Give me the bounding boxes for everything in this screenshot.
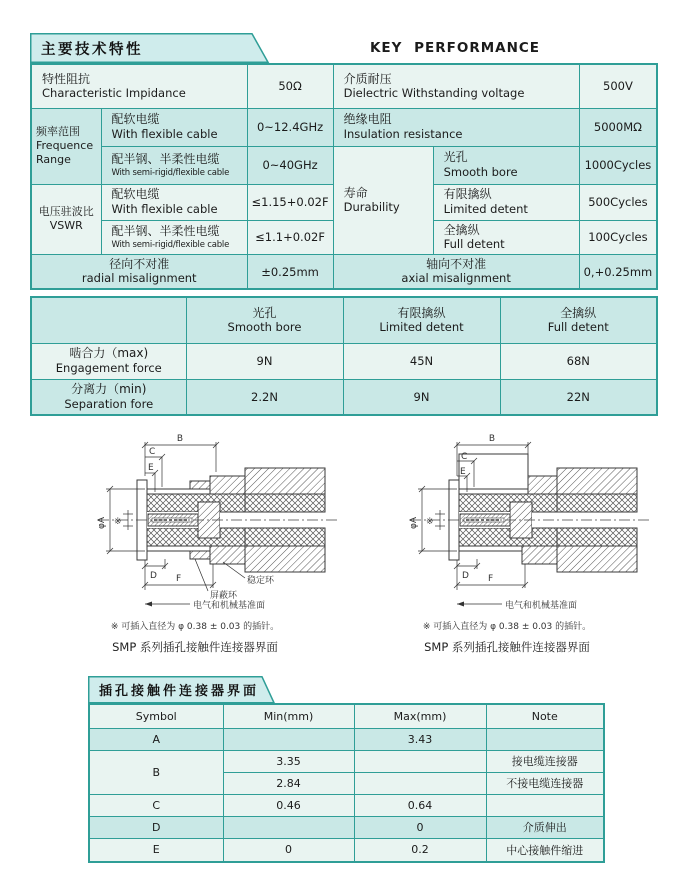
dim-label-f: F [488,574,494,584]
cell-value: 68N [500,343,657,379]
cell-limited-value: 500Cycles [579,184,657,220]
cell-limited-detent [433,184,579,220]
coupling-body [459,454,528,489]
dim-label-b: B [176,434,184,444]
cell-symbol: C [89,794,223,816]
cell-symbol: A [89,728,223,750]
outer-tube-bottom [459,546,522,551]
callout-shield-ring: 屏蔽环 [210,591,238,601]
force-table [30,296,658,416]
dim-label-d: D [150,571,157,581]
dim-label-c: C [461,452,468,462]
diagram-note: ※ 可插入直径为 φ 0.38 ± 0.03 的插针。 [422,622,592,632]
cell-axial [333,254,579,289]
key-performance-title: KEY PERFORMANCE [369,40,541,56]
cell-min [223,728,354,750]
diagram-caption: SMP 系列插孔接触件连接器界面 [112,640,278,654]
cell-symbol: E [89,838,223,862]
cell-zh: 轴向不对准 [426,256,487,271]
reference-leader [457,602,502,607]
cell-en: With flexible cable [111,201,218,216]
cell-insulation [333,108,579,146]
cell-note: 接电缆连接器 [486,750,604,772]
cell-max: 0.64 [354,794,486,816]
table1-tab [30,33,272,63]
cell-axial-value: 0,+0.25mm [579,254,657,289]
cell-engagement [31,343,186,379]
cell-en: Insulation resistance [343,126,463,141]
dielectric-bottom [459,528,557,546]
cable-shell-top [557,468,637,494]
cell-zh: 分离力（min) [71,382,147,397]
cell-en: With semi-rigid/flexible cable [111,167,230,178]
dim-label-d: D [462,571,469,581]
cell-en: Limited detent [379,320,464,335]
cell-zh: 绝缘电阻 [343,112,392,127]
cell-zh: 寿命 [343,185,368,200]
col-header-max: Max(mm) [354,704,486,728]
dielectric-top [147,494,245,512]
cell-zh: 有限擒纵 [443,187,492,202]
cell-note [486,728,604,750]
cell-zh: 光孔 [443,150,468,165]
cell-en: With semi-rigid/flexible cable [111,239,230,250]
cell-en: Range [36,152,71,166]
interface-dimension-table [88,703,605,863]
cell-zh: 配半钢、半柔性电缆 [111,224,220,239]
cell-zh: 啮合力（max) [69,346,149,361]
cell-value: 2.2N [186,379,343,415]
cell-en: Durability [343,200,400,215]
outer-tube-top [459,489,528,494]
table3-tab [88,676,283,704]
cell-en: VSWR [49,219,83,233]
dielectric-top [459,494,557,512]
cell-semi-rigid-2 [101,220,247,254]
connector-drawing-left [40,428,350,614]
cell-max: 3.43 [354,728,486,750]
cell-durability [333,146,433,254]
cell-zh: 介质耐压 [343,71,392,86]
cell-zh: 电压驻波比 [38,205,94,219]
cell-en: Separation fore [64,396,154,411]
reference-plane-label: 电气和机械基准面 [193,601,266,611]
cell-zh: 全擒纵 [560,305,597,320]
cell-char-imp-value: 50Ω [247,64,333,108]
cell-note: 不接电缆连接器 [486,772,604,794]
cell-zh: 全擒纵 [443,222,480,237]
mid-shell-top [210,476,245,494]
cell-min: 3.35 [223,750,354,772]
reference-plane-label: 电气和机械基准面 [505,601,578,611]
cell-smooth-bore [433,146,579,184]
cell-flex2-value: ≤1.15+0.02F [247,184,333,220]
cell-value: 9N [186,343,343,379]
cell-min: 0 [223,838,354,862]
cell-max [354,772,486,794]
cell-min: 0.46 [223,794,354,816]
cell-max: 0 [354,816,486,838]
cell-radial-value: ±0.25mm [247,254,333,289]
cell-vswr [31,184,101,254]
cell-en: With flexible cable [111,126,218,141]
mid-shell-bottom [210,546,245,564]
table-row [89,838,604,862]
cell-symbol: B [89,750,223,794]
stable-ring-top [190,481,210,489]
star-mark: ※ [426,517,434,527]
cell-en: radial misalignment [81,271,197,286]
cell-zh: 频率范围 [36,125,80,139]
cell-note: 介质伸出 [486,816,604,838]
table-row [89,728,604,750]
cell-en: Smooth bore [443,164,518,179]
dim-label-e: E [148,463,154,473]
cell-radial [31,254,247,289]
cell-frequency-range [31,108,101,184]
cell-value: 9N [343,379,500,415]
table3-tab-title: 插孔接触件连接器界面 [99,684,260,699]
cell-dielectric [333,64,579,108]
dim-label-e: E [460,467,466,477]
cell-max: 0.2 [354,838,486,862]
cable-dielectric-bottom [245,528,325,546]
cell-separation [31,379,186,415]
diagram-left [40,428,350,655]
cable-shell-bottom [557,546,637,572]
table-row [89,816,604,838]
cell-en: Dielectric Withstanding voltage [343,86,525,101]
cell-en: Engagement force [55,360,162,375]
cell-note [486,794,604,816]
dielectric-bottom [147,528,245,546]
cell-semi1-value: 0~40GHz [247,146,333,184]
cell-en: Smooth bore [227,320,302,335]
shield-ring-bottom [190,551,210,559]
star-mark: ※ [114,517,122,527]
cell-en: Frequence [36,139,94,153]
cable-dielectric-top [557,494,637,512]
cell-min [223,816,354,838]
cell-value: 45N [343,343,500,379]
connector-drawing-right [352,428,662,614]
table-header-row [89,704,604,728]
diagram-right [352,428,662,655]
cell-head-limited [343,297,500,343]
table1-tab-title: 主要技术特性 [41,42,143,58]
cell-insulation-value: 5000MΩ [579,108,657,146]
cell-flex-cable-2 [101,184,247,220]
dim-label-b: B [488,434,496,444]
cell-min: 2.84 [223,772,354,794]
cell-blank [31,297,186,343]
cell-en: Full detent [443,237,505,252]
callout-stable-ring: 稳定环 [247,576,275,586]
col-header-min: Min(mm) [223,704,354,728]
cell-zh: 特性阻抗 [42,71,91,86]
cell-flex-cable-1 [101,108,247,146]
cell-note: 中心接触件缩进 [486,838,604,862]
table-row [89,750,604,772]
outer-tube-bottom [147,546,210,551]
cell-smooth-value: 1000Cycles [579,146,657,184]
cell-en: Characteristic Impidance [42,86,186,101]
cell-zh: 径向不对准 [109,256,170,271]
cell-zh: 配半钢、半柔性电缆 [111,152,220,167]
diagram-caption: SMP 系列插孔接触件连接器界面 [424,640,590,654]
cell-symbol: D [89,816,223,838]
cell-zh: 配软电缆 [111,187,160,202]
cable-dielectric-top [245,494,325,512]
cell-char-imp [31,64,247,108]
cell-full-detent [433,220,579,254]
cell-en: Limited detent [443,201,528,216]
key-performance-table [30,63,658,290]
outer-tube-top [147,489,210,494]
cable-shell-top [245,468,325,494]
cell-flex1-value: 0~12.4GHz [247,108,333,146]
cable-dielectric-bottom [557,528,637,546]
dim-label-f: F [176,574,182,584]
dim-label-dia: φA [409,516,419,530]
table-row [89,794,604,816]
cell-value: 22N [500,379,657,415]
cell-semi2-value: ≤1.1+0.02F [247,220,333,254]
dim-label-c: C [149,447,156,457]
dim-label-dia: φA [97,516,107,530]
mid-shell-bottom [522,546,557,564]
cell-en: Full detent [547,320,609,335]
col-header-note: Note [486,704,604,728]
col-header-symbol: Symbol [89,704,223,728]
cell-dielectric-value: 500V [579,64,657,108]
cable-shell-bottom [245,546,325,572]
cell-zh: 配软电缆 [111,112,160,127]
cell-head-smooth [186,297,343,343]
cell-en: axial misalignment [401,271,511,286]
diagram-note: ※ 可插入直径为 φ 0.38 ± 0.03 的插针。 [110,622,280,632]
cell-head-full [500,297,657,343]
cell-zh: 有限擒纵 [397,305,446,320]
cell-semi-rigid-1 [101,146,247,184]
mid-shell-top [528,476,557,494]
cell-full-value: 100Cycles [579,220,657,254]
cell-zh: 光孔 [252,305,277,320]
cell-max [354,750,486,772]
